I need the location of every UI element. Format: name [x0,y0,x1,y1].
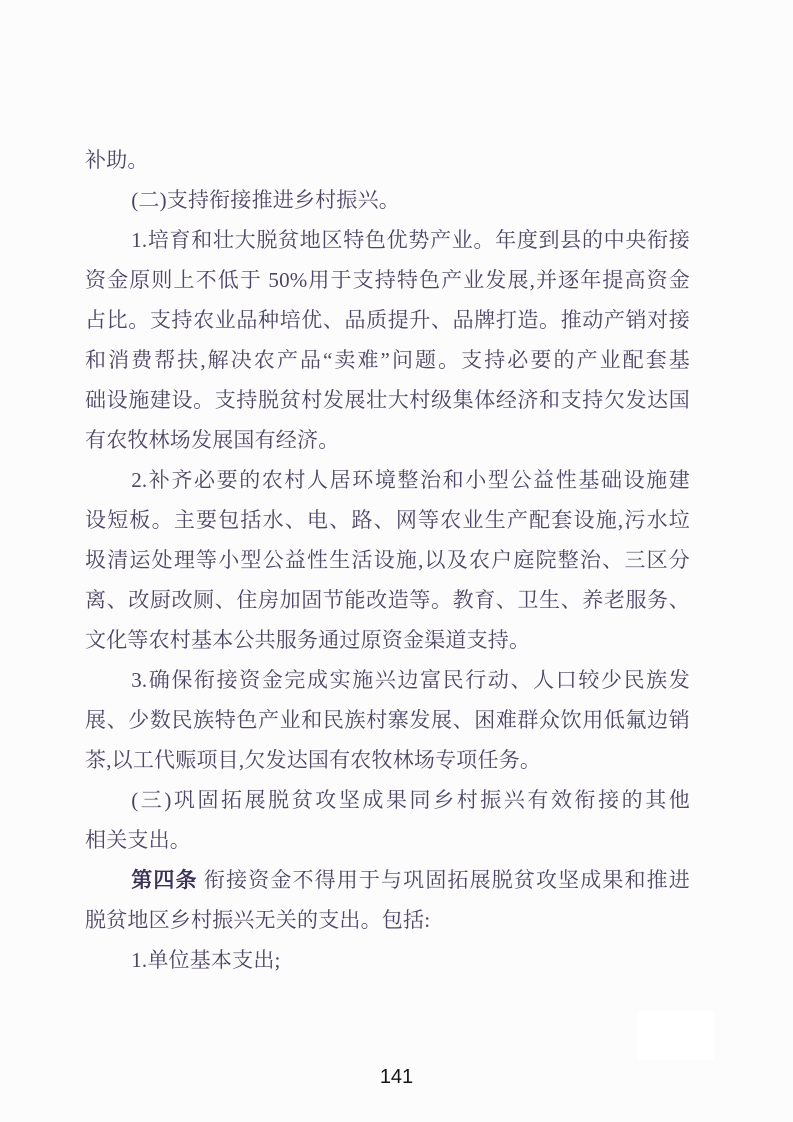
text-line: 第四条 衔接资金不得用于与巩固拓展脱贫攻坚成果和推进 [131,868,690,892]
text-line: 1.单位基本支出; [131,948,281,972]
text-line: 有农牧林场发展国有经济。 [85,428,340,452]
text-line: 茶,以工代赈项目,欠发达国有农牧林场专项任务。 [85,748,542,772]
text-line: 文化等农村基本公共服务通过原资金渠道支持。 [85,628,531,652]
text-line: 补助。 [85,148,149,172]
page-number: 141 [379,1066,414,1088]
text-line: 1.培育和壮大脱贫地区特色优势产业。年度到县的中央衔接 [131,228,690,252]
scan-artifact-box [637,1011,714,1060]
text-line: 圾清运处理等小型公益性生活设施,以及农户庭院整治、三区分 [85,548,690,572]
text-line: 和消费帮扶,解决农产品“卖难”问题。支持必要的产业配套基 [85,348,690,372]
text-line: 础设施建设。支持脱贫村发展壮大村级集体经济和支持欠发达国 [85,388,690,412]
text-line: 展、少数民族特色产业和民族村寨发展、困难群众饮用低氟边销 [85,708,690,732]
article-number: 第四条 [131,868,198,892]
text-line: (二)支持衔接推进乡村振兴。 [131,188,400,212]
document-body [85,140,690,980]
text-line: 占比。支持农业品种培优、品质提升、品牌打造。推动产销对接 [85,308,690,332]
text-line: 离、改厨改厕、住房加固节能改造等。教育、卫生、养老服务、 [85,588,690,612]
text-line: 相关支出。 [85,828,191,852]
text-line: 设短板。主要包括水、电、路、网等农业生产配套设施,污水垃 [85,508,690,532]
text-line: 2.补齐必要的农村人居环境整治和小型公益性基础设施建 [131,468,690,492]
text-line: 3.确保衔接资金完成实施兴边富民行动、人口较少民族发 [131,668,690,692]
text-line: (三)巩固拓展脱贫攻坚成果同乡村振兴有效衔接的其他 [131,788,690,812]
text-line: 脱贫地区乡村振兴无关的支出。包括: [85,908,431,932]
text-line: 资金原则上不低于 50%用于支持特色产业发展,并逐年提高资金 [85,268,690,292]
